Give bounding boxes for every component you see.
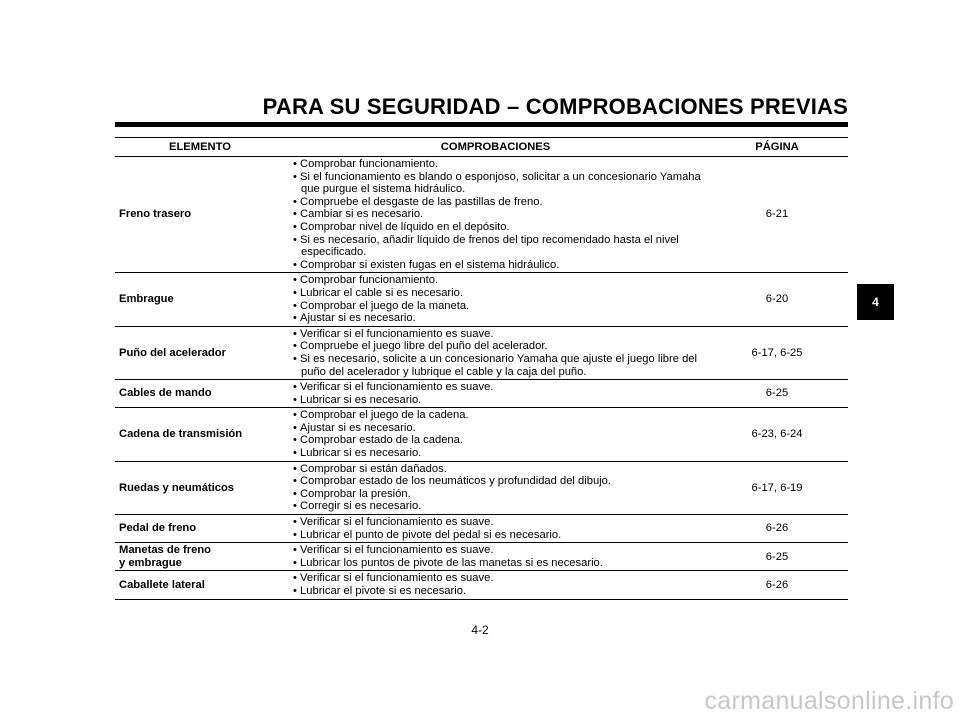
element-name: Puño del acelerador bbox=[119, 346, 226, 359]
page-ref-cell: 6-25 bbox=[706, 543, 848, 571]
element-name: y embrague bbox=[119, 556, 182, 569]
check-item: • Lubricar el pivote si es necesario. bbox=[289, 585, 702, 598]
checks-cell bbox=[285, 461, 706, 514]
column-header-checks: COMPROBACIONES bbox=[285, 138, 706, 157]
check-item: • Si es necesario, solicite a un concesionario Yamaha que ajuste el juego libre del puño del acelerador y lubrique el cable y la caja del puño. bbox=[289, 353, 702, 378]
check-item: • Comprobar el juego de la maneta. bbox=[289, 300, 702, 313]
element-name: Pedal de freno bbox=[119, 522, 197, 535]
page-title: PARA SU SEGURIDAD – COMPROBACIONES PREVIAS bbox=[262, 94, 848, 119]
page-number: 4-2 bbox=[471, 623, 489, 637]
check-item: • Comprobar el juego de la cadena. bbox=[289, 409, 702, 422]
checks-list bbox=[289, 328, 702, 378]
check-item: • Compruebe el desgaste de las pastillas de freno. bbox=[289, 196, 702, 209]
table-row bbox=[115, 380, 848, 408]
element-name: Manetas de freno bbox=[119, 544, 212, 557]
element-cell bbox=[115, 380, 285, 408]
table-row bbox=[115, 408, 848, 461]
element-name: Ruedas y neumáticos bbox=[119, 481, 235, 494]
check-item: • Cambiar si es necesario. bbox=[289, 208, 702, 221]
checks-list bbox=[289, 463, 702, 513]
checks-cell bbox=[285, 543, 706, 571]
table-row bbox=[115, 461, 848, 514]
checks-cell bbox=[285, 380, 706, 408]
page-ref-cell: 6-17, 6-19 bbox=[706, 461, 848, 514]
page-ref-cell: 6-17, 6-25 bbox=[706, 326, 848, 379]
check-item: • Verificar si el funcionamiento es suave. bbox=[289, 381, 702, 394]
page-ref-cell: 6-23, 6-24 bbox=[706, 408, 848, 461]
element-cell bbox=[115, 461, 285, 514]
page-ref-cell: 6-26 bbox=[706, 571, 848, 599]
check-item: • Verificar si el funcionamiento es suave. bbox=[289, 572, 702, 585]
table-row bbox=[115, 157, 848, 273]
element-cell bbox=[115, 543, 285, 571]
check-item: • Compruebe el juego libre del puño del acelerador. bbox=[289, 340, 702, 353]
check-item: • Lubricar el punto de pivote del pedal si es necesario. bbox=[289, 529, 702, 542]
check-item: • Comprobar estado de los neumáticos y profundidad del dibujo. bbox=[289, 475, 702, 488]
check-item: • Comprobar estado de la cadena. bbox=[289, 434, 702, 447]
check-item: • Lubricar el cable si es necesario. bbox=[289, 287, 702, 300]
table-row bbox=[115, 326, 848, 379]
checks-cell bbox=[285, 273, 706, 326]
check-item: • Comprobar si existen fugas en el sistema hidráulico. bbox=[289, 259, 702, 272]
element-cell bbox=[115, 326, 285, 379]
chapter-tab: 4 bbox=[857, 284, 894, 320]
table-row bbox=[115, 515, 848, 543]
table-header-row bbox=[115, 138, 848, 157]
check-item: • Comprobar funcionamiento. bbox=[289, 274, 702, 287]
check-item: • Comprobar funcionamiento. bbox=[289, 158, 702, 171]
page-ref-cell: 6-21 bbox=[706, 157, 848, 273]
check-item: • Comprobar si están dañados. bbox=[289, 463, 702, 476]
element-cell bbox=[115, 157, 285, 273]
page-ref-cell: 6-20 bbox=[706, 273, 848, 326]
check-item: • Si el funcionamiento es blando o esponjoso, solicitar a un concesionario Yamaha que purgue el sistema hidráulico. bbox=[289, 171, 702, 196]
element-name: Cadena de transmisión bbox=[119, 428, 243, 441]
check-item: • Si es necesario, añadir líquido de frenos del tipo recomendado hasta el nivel especificado. bbox=[289, 234, 702, 259]
check-item: • Ajustar si es necesario. bbox=[289, 312, 702, 325]
check-item: • Verificar si el funcionamiento es suave. bbox=[289, 328, 702, 341]
check-item: • Comprobar nivel de líquido en el depósito. bbox=[289, 221, 702, 234]
checks-cell bbox=[285, 571, 706, 599]
checks-list bbox=[289, 572, 702, 597]
checks-list bbox=[289, 381, 702, 406]
checks-list bbox=[289, 516, 702, 541]
checks-list bbox=[289, 158, 702, 271]
page-ref-cell: 6-26 bbox=[706, 515, 848, 543]
checks-cell bbox=[285, 157, 706, 273]
check-item: • Corregir si es necesario. bbox=[289, 500, 702, 513]
inspection-table bbox=[115, 137, 848, 600]
element-name: Freno trasero bbox=[119, 208, 192, 221]
watermark: carmanualsonline.info bbox=[704, 687, 954, 715]
table-row bbox=[115, 543, 848, 571]
element-cell bbox=[115, 408, 285, 461]
checks-cell bbox=[285, 408, 706, 461]
table-body bbox=[115, 157, 848, 600]
column-header-element: ELEMENTO bbox=[115, 138, 285, 157]
check-item: • Ajustar si es necesario. bbox=[289, 422, 702, 435]
element-name: Embrague bbox=[119, 293, 174, 306]
checks-cell bbox=[285, 326, 706, 379]
page-ref-cell: 6-25 bbox=[706, 380, 848, 408]
element-name: Caballete lateral bbox=[119, 578, 205, 591]
check-item: • Comprobar la presión. bbox=[289, 488, 702, 501]
check-item: • Lubricar si es necesario. bbox=[289, 394, 702, 407]
table-row bbox=[115, 571, 848, 599]
element-cell bbox=[115, 515, 285, 543]
element-cell bbox=[115, 571, 285, 599]
column-header-page: PÁGINA bbox=[706, 138, 848, 157]
check-item: • Verificar si el funcionamiento es suave. bbox=[289, 544, 702, 557]
check-item: • Lubricar si es necesario. bbox=[289, 447, 702, 460]
title-rule bbox=[115, 122, 848, 127]
checks-list bbox=[289, 274, 702, 324]
element-name: Cables de mando bbox=[119, 387, 212, 400]
table-row bbox=[115, 273, 848, 326]
checks-list bbox=[289, 409, 702, 459]
checks-list bbox=[289, 544, 702, 569]
check-item: • Verificar si el funcionamiento es suave. bbox=[289, 516, 702, 529]
check-item: • Lubricar los puntos de pivote de las manetas si es necesario. bbox=[289, 557, 702, 570]
checks-cell bbox=[285, 515, 706, 543]
element-cell bbox=[115, 273, 285, 326]
